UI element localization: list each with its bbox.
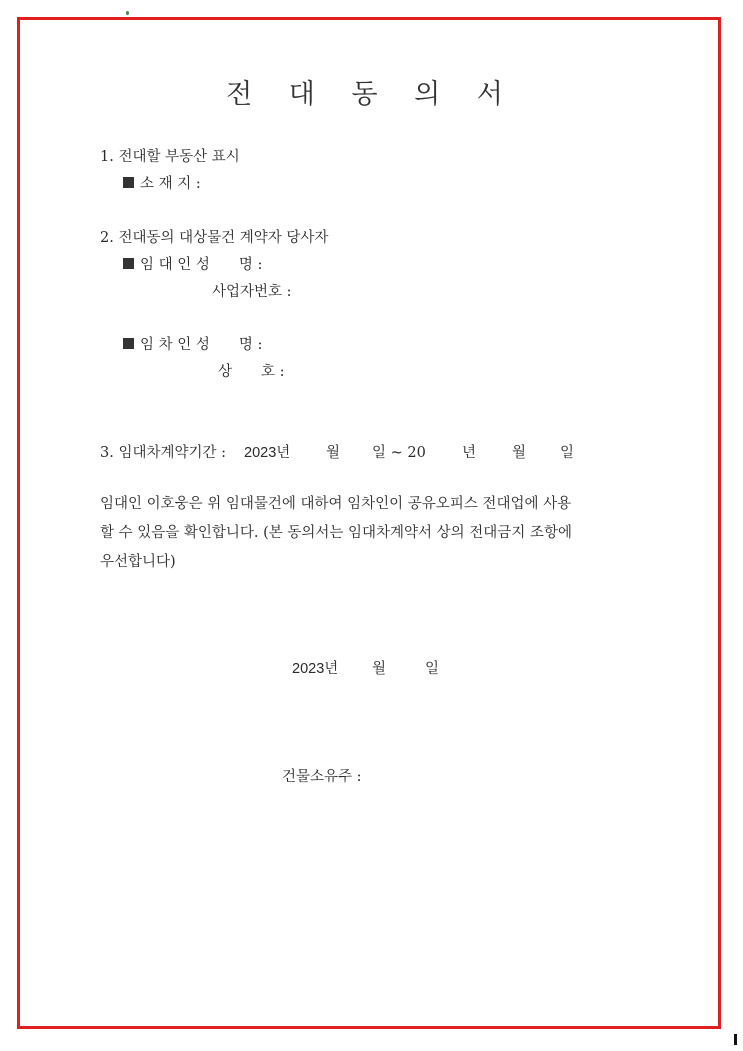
lessee-name-field <box>123 333 262 354</box>
document-title: 전 대 동 의 서 <box>226 79 517 110</box>
contract-period-label: 3. 임대차계약기간 : <box>100 445 231 461</box>
date-month: 월 <box>372 661 387 677</box>
owner-label: 건물소유주 : <box>282 769 362 785</box>
consent-paragraph <box>100 490 660 577</box>
date-year: 2023년 <box>292 661 339 677</box>
scan-speck <box>126 11 129 15</box>
trade-name-label: 상 호 : <box>218 364 285 380</box>
consent-line-2: 할 수 있음을 확인합니다. (본 동의서는 임대차계약서 상의 전대금지 조항에 <box>100 525 572 541</box>
bullet-square-icon <box>123 338 134 349</box>
date-day: 일 <box>425 661 440 677</box>
contract-end-month: 월 <box>512 445 527 461</box>
lessee-name-label: 임 차 인 성 명 : <box>140 337 263 353</box>
consent-line-1: 임대인 이호웅은 위 임대물건에 대하여 임차인이 공유오피스 전대업에 사용 <box>100 496 572 512</box>
contract-end-year: 년 <box>462 445 477 461</box>
scan-mark <box>734 1034 737 1045</box>
consent-line-3: 우선합니다) <box>100 554 176 570</box>
section1-heading: 1. 전대할 부동산 표시 <box>100 149 240 165</box>
contract-start-year: 2023년 <box>244 445 291 461</box>
business-number-label: 사업자번호 : <box>212 284 292 300</box>
bullet-square-icon <box>123 258 134 269</box>
location-label: 소 재 지 : <box>140 176 201 192</box>
contract-start-month: 월 <box>326 445 341 461</box>
lessor-name-label: 임 대 인 성 명 : <box>140 257 263 273</box>
section2-heading: 2. 전대동의 대상물건 계약자 당사자 <box>100 230 329 246</box>
contract-start-day: 일 ~ 20 <box>372 445 426 461</box>
location-field <box>123 172 201 193</box>
lessor-name-field <box>123 253 262 274</box>
contract-end-day: 일 <box>560 445 575 461</box>
bullet-square-icon <box>123 177 134 188</box>
